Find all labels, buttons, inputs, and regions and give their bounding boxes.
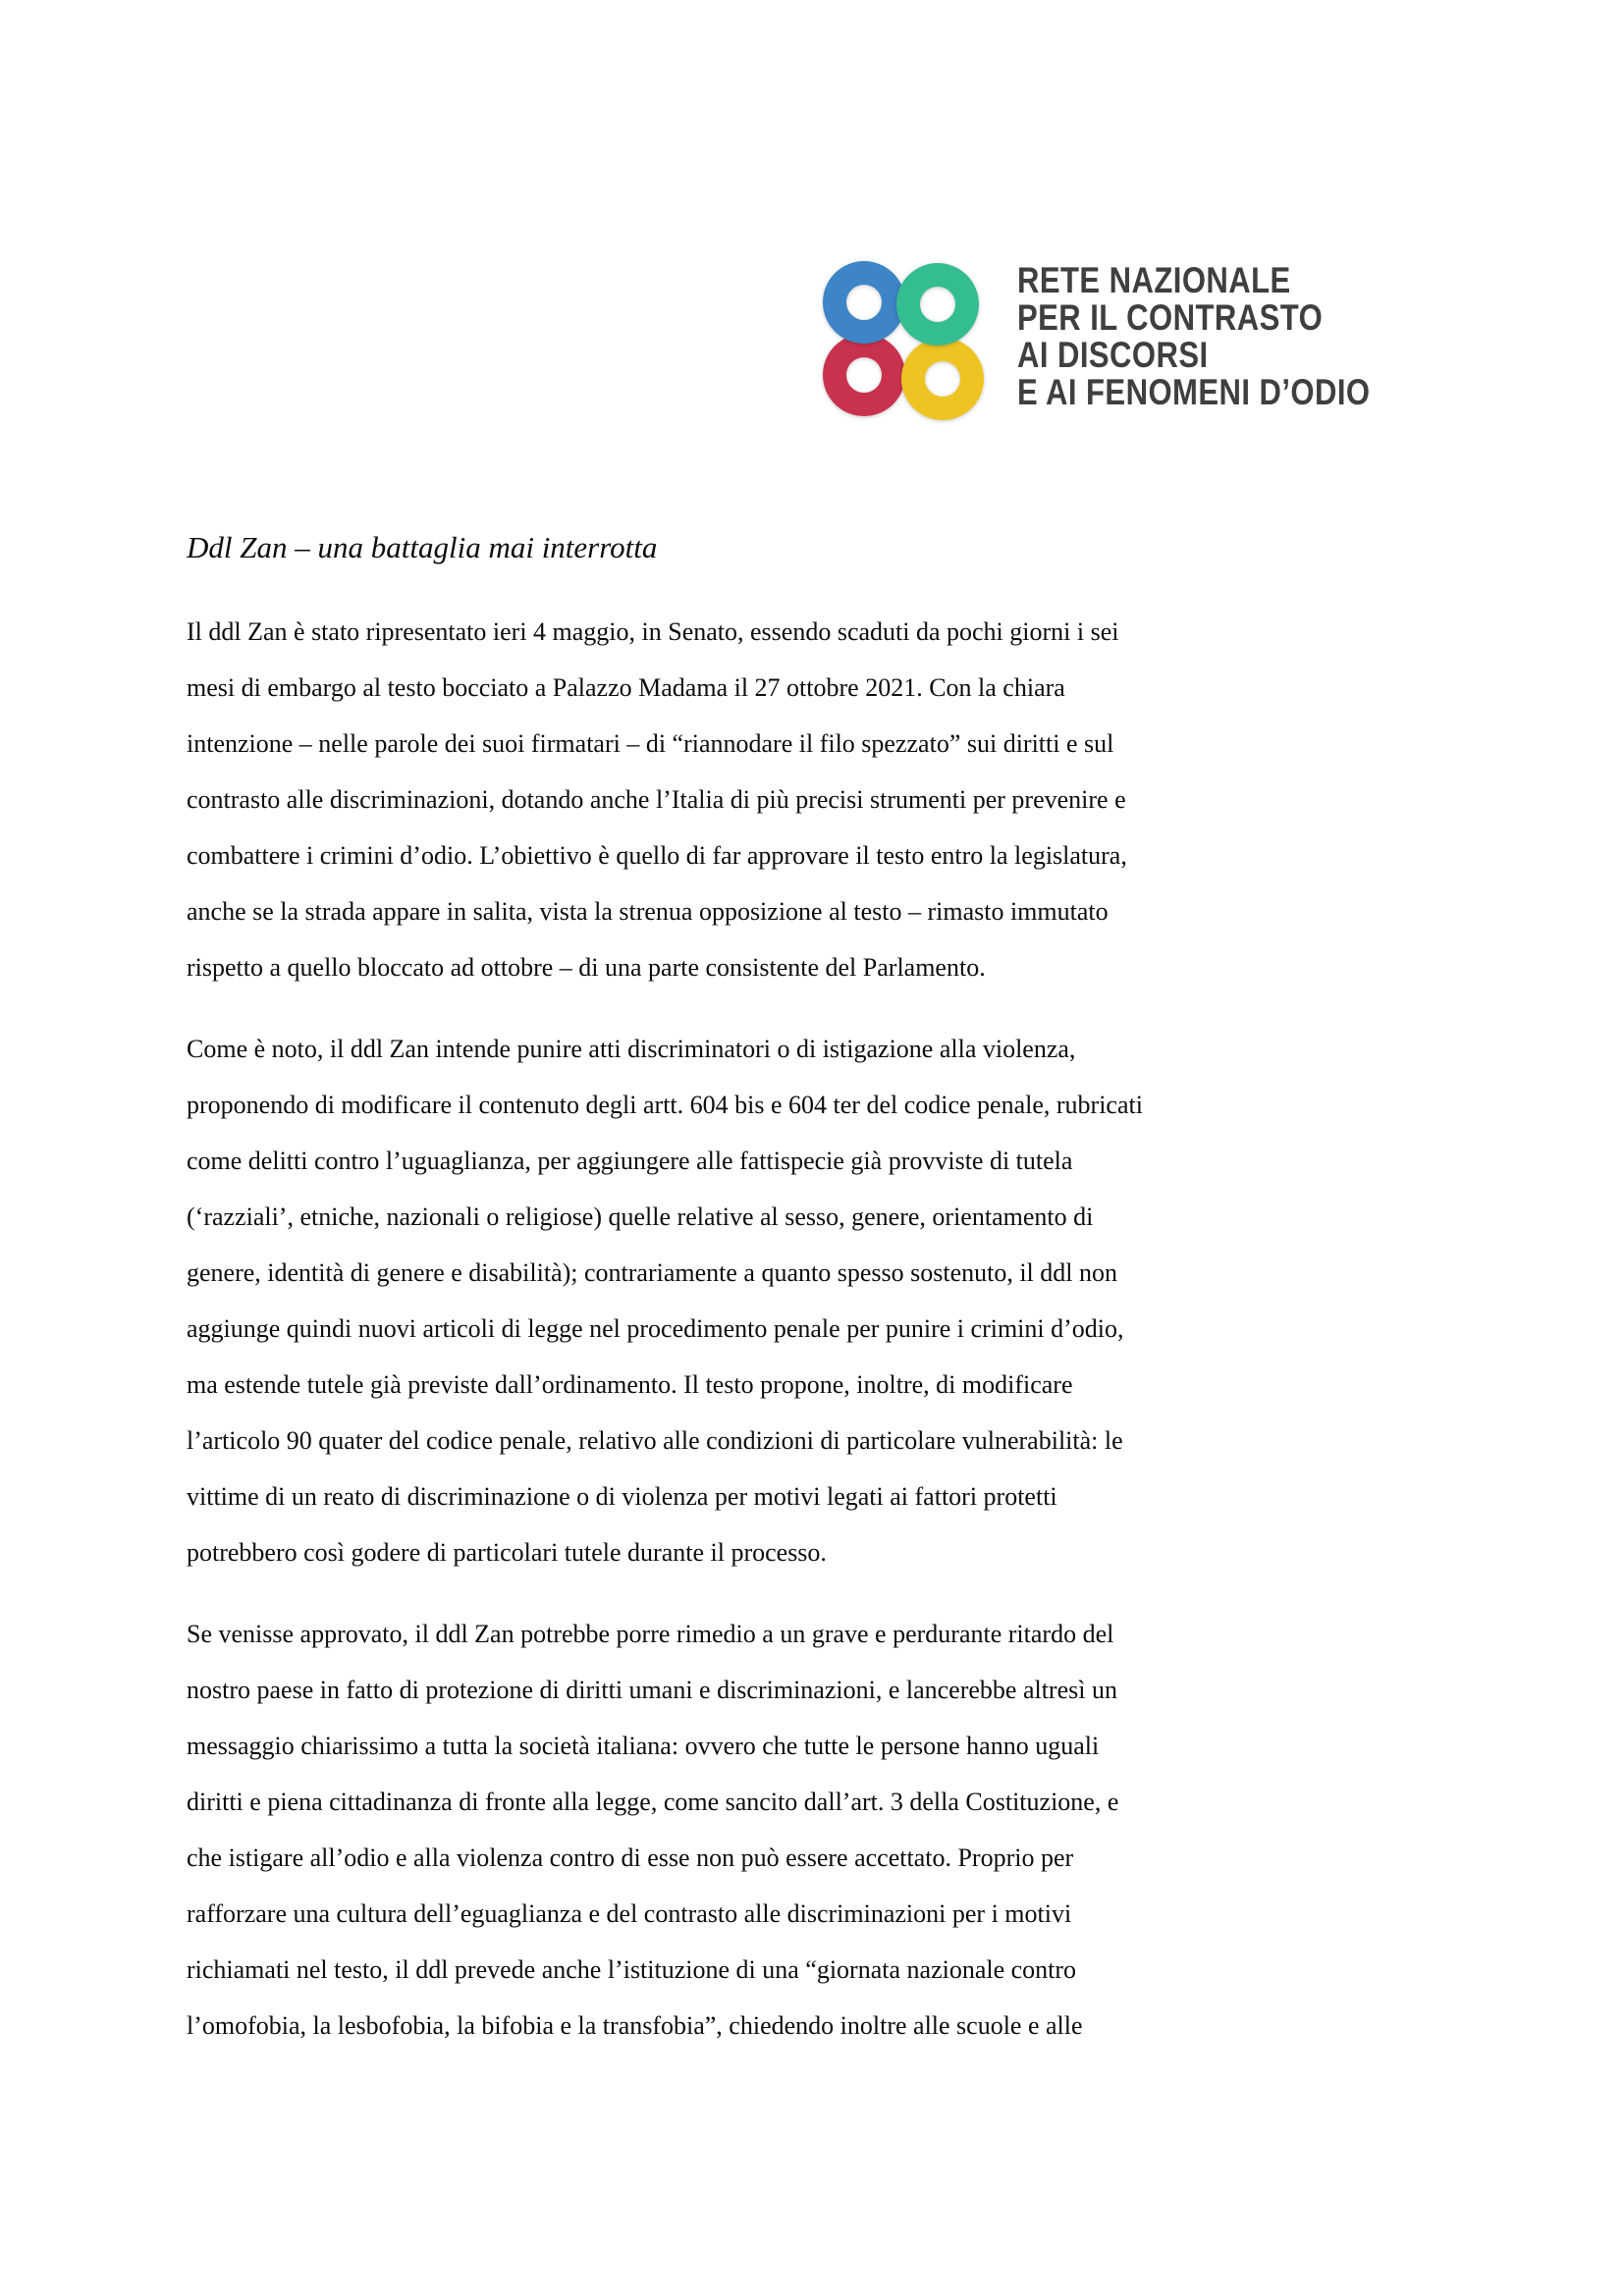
document-title: Ddl Zan – una battaglia mai interrotta [187,530,658,564]
text-line: aggiunge quindi nuovi articoli di legge nel procedimento penale per punire i crimini d’odio, [187,1314,1124,1343]
text-line: che istigare all’odio e alla violenza contro di esse non può essere accettato. Proprio per [187,1843,1074,1872]
text-line: proponendo di modificare il contenuto degli artt. 604 bis e 604 ter del codice penale, rubricati [187,1091,1143,1119]
text-line: nostro paese in fatto di protezione di diritti umani e discriminazioni, e lancerebbe altresì un [187,1676,1117,1704]
text-line: (‘razziali’, etniche, nazionali o religiose) quelle relative al sesso, genere, orientamento di [187,1202,1094,1231]
text-line: combattere i crimini d’odio. L’obiettivo è quello di far approvare il testo entro la legislatura, [187,841,1127,870]
text-line: ma estende tutele già previste dall’ordinamento. Il testo propone, inoltre, di modificare [187,1370,1073,1399]
logo-wordmark [1017,262,1371,411]
text-line: l’articolo 90 quater del codice penale, relativo alle condizioni di particolare vulnerabilità: le [187,1426,1123,1455]
text-line: rafforzare una cultura dell’eguaglianza e del contrasto alle discriminazioni per i motivi [187,1899,1072,1928]
text-line: rispetto a quello bloccato ad ottobre – di una parte consistente del Parlamento. [187,953,986,982]
text-line: Se venisse approvato, il ddl Zan potrebbe porre rimedio a un grave e perdurante ritardo del [187,1620,1114,1648]
text-line: intenzione – nelle parole dei suoi firmatari – di “riannodare il filo spezzato” sui diritti e sul [187,729,1114,758]
text-line: mesi di embargo al testo bocciato a Palazzo Madama il 27 ottobre 2021. Con la chiara [187,673,1065,702]
logo-wordmark-line: E AI FENOMENI D’ODIO [1017,372,1371,412]
logo-red-ring-icon [835,346,893,404]
text-line: messaggio chiarissimo a tutta la società italiana: ovvero che tutte le persone hanno uguali [187,1732,1100,1760]
logo-yellow-ring-icon [913,349,972,408]
text-line: contrasto alle discriminazioni, dotando anche l’Italia di più precisi strumenti per prevenire e [187,785,1126,814]
paragraph-3 [187,1606,1434,2054]
document-body [187,527,1434,2054]
logo-wordmark-line: PER IL CONTRASTO [1017,297,1324,338]
text-line: anche se la strada appare in salita, vista la strenua opposizione al testo – rimasto immutato [187,897,1109,926]
logo-wordmark-line: AI DISCORSI [1017,335,1209,375]
text-line: come delitti contro l’uguaglianza, per aggiungere alle fattispecie già provviste di tutela [187,1147,1073,1175]
text-line: l’omofobia, la lesbofobia, la bifobia e la transfobia”, chiedendo inoltre alle scuole e alle [187,2011,1083,2040]
logo-green-ring-icon [908,275,967,334]
logo-wordmark-line: RETE NAZIONALE [1017,260,1291,300]
logo-rings-icon [821,257,990,426]
paragraph-2 [187,1021,1434,1580]
logo [821,257,1430,424]
text-line: vittime di un reato di discriminazione o di violenza per motivi legati ai fattori protetti [187,1482,1057,1511]
text-line: potrebbero così godere di particolari tutele durante il processo. [187,1538,827,1567]
text-line: Il ddl Zan è stato ripresentato ieri 4 maggio, in Senato, essendo scaduti da pochi giorni i sei [187,617,1119,646]
logo-blue-ring-icon [835,273,893,332]
text-line: diritti e piena cittadinanza di fronte alla legge, come sancito dall’art. 3 della Costituzione, e [187,1788,1119,1816]
text-line: Come è noto, il ddl Zan intende punire atti discriminatori o di istigazione alla violenza, [187,1035,1076,1063]
text-line: richiamati nel testo, il ddl prevede anche l’istituzione di una “giornata nazionale contro [187,1955,1077,1984]
paragraph-1 [187,604,1434,995]
text-line: genere, identità di genere e disabilità); contrariamente a quanto spesso sostenuto, il ddl non [187,1258,1117,1287]
